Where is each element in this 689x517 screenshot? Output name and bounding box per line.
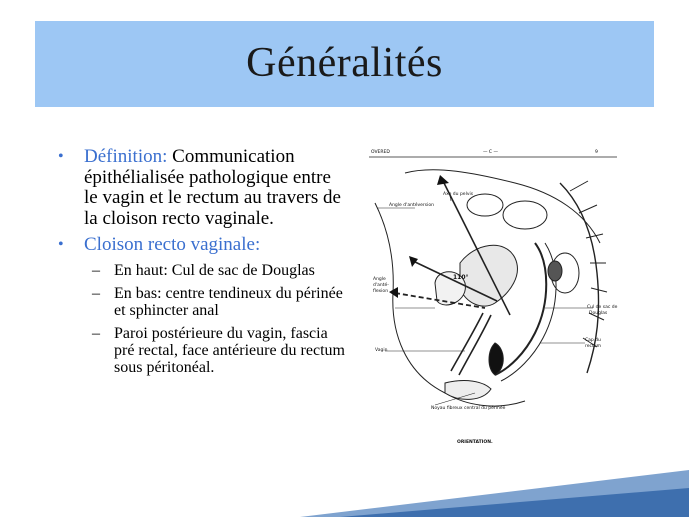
- slide-content: [56, 147, 346, 382]
- anatomy-figure: [365, 143, 621, 450]
- sub-bullet: [56, 285, 346, 319]
- label-vagin: Vagin: [375, 348, 388, 353]
- label-cap-rectum-2: rectum: [585, 344, 601, 349]
- bullet-dot-icon: •: [58, 236, 64, 253]
- arrow-head-icon: [409, 256, 418, 267]
- title-band: [35, 21, 654, 107]
- label-cul-de-sac-2: Douglas: [589, 311, 608, 316]
- label-angle-anteversion: Angle d'antéversion: [389, 203, 434, 208]
- label-noyau-fibreux: Noyau fibreux central du périnée: [431, 406, 506, 411]
- figure-caption: ORIENTATION.: [457, 440, 493, 445]
- dash-icon: –: [92, 284, 100, 302]
- arrow-head-icon: [437, 175, 449, 185]
- pelvis-diagram: [365, 143, 621, 450]
- figure-header-center: — C —: [483, 150, 499, 155]
- bullet-text: Communication épithélialisée pathologique entre le vagin et le rectum au travers de la cloison recto vaginale.: [84, 146, 341, 229]
- label-angle-flexion-3: flexion: [373, 289, 389, 294]
- label-cul-de-sac-1: Cul de sac de: [587, 305, 618, 310]
- sub-bullet-text: En bas: centre tendineux du périnée et sphincter anal: [114, 284, 343, 319]
- bullet-dot-icon: •: [58, 148, 64, 165]
- sub-bullet-text: En haut: Cul de sac de Douglas: [114, 261, 315, 279]
- sub-bullet: [56, 325, 346, 376]
- dash-icon: –: [92, 261, 100, 279]
- sub-bullet: [56, 262, 346, 279]
- bullet-definition: [56, 147, 346, 229]
- figure-header-left: OVERED: [371, 150, 390, 155]
- label-angle-value: 110°: [453, 274, 469, 281]
- bullet-keyword: Définition:: [84, 146, 168, 167]
- bullet-cloison: [56, 235, 346, 256]
- dash-icon: –: [92, 324, 100, 342]
- label-cap-rectum-1: Cap du: [585, 338, 601, 343]
- slide-title: Généralités: [246, 40, 443, 86]
- label-angle-flexion-2: d'anté-: [373, 283, 389, 288]
- bullet-keyword: Cloison recto vaginale:: [84, 234, 261, 255]
- label-angle-flexion-1: Angle: [373, 277, 386, 282]
- sub-bullet-text: Paroi postérieure du vagin, fascia pré rectal, face antérieure du rectum sous péritonéal.: [114, 324, 345, 376]
- figure-header-right: 9: [595, 150, 598, 155]
- label-axe-pelvis: Axe du pelvis: [443, 192, 474, 197]
